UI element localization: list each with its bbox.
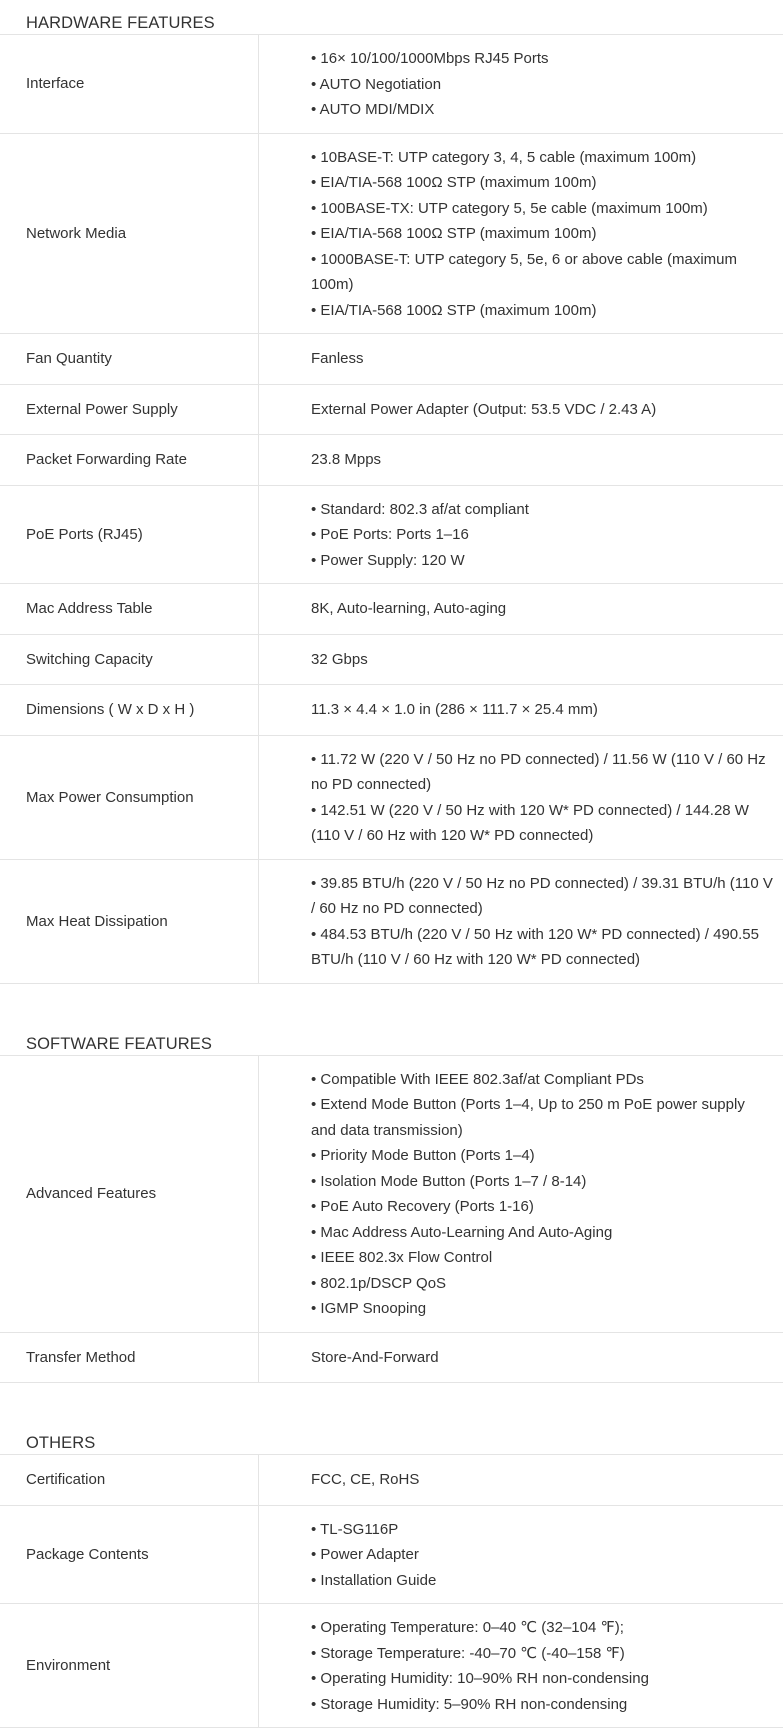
- list-item: • Extend Mode Button (Ports 1–4, Up to 250 m PoE power supply and data transmission): [311, 1096, 745, 1139]
- value-list: [311, 46, 773, 123]
- value-list: [311, 747, 773, 849]
- section-software-features: [0, 1021, 783, 1384]
- row-label: PoE Ports (RJ45): [0, 486, 259, 584]
- list-item: • IGMP Snooping: [311, 1300, 427, 1317]
- spec-table: [0, 35, 783, 984]
- list-item: • Isolation Mode Button (Ports 1–7 / 8-14): [311, 1172, 587, 1190]
- table-row: [0, 1506, 783, 1605]
- section-title: OTHERS: [0, 1420, 783, 1455]
- section-title: SOFTWARE FEATURES: [0, 1021, 783, 1056]
- table-row: [0, 1604, 783, 1728]
- value-list: [311, 871, 773, 973]
- row-label: Certification: [0, 1455, 259, 1505]
- value-list: [311, 1517, 773, 1594]
- list-item: • 100BASE-TX: UTP category 5, 5e cable (maximum 100m): [311, 199, 708, 217]
- row-value: FCC, CE, RoHS: [311, 1471, 420, 1488]
- row-label: Packet Forwarding Rate: [0, 435, 259, 485]
- table-row: [0, 1333, 783, 1384]
- row-value: [259, 35, 783, 133]
- section-others: [0, 1420, 783, 1728]
- row-value: [259, 1506, 783, 1604]
- list-item: • 484.53 BTU/h (220 V / 50 Hz with 120 W* PD connected) / 490.55 BTU/h (110 V / 60 Hz with 120 W* PD connected): [311, 925, 759, 968]
- section-spacer: [0, 1383, 783, 1420]
- row-label: Interface: [0, 35, 259, 133]
- list-item: • Storage Temperature: -40–70 ℃ (-40–158 ℉): [311, 1644, 625, 1662]
- row-value: Fanless: [311, 350, 364, 367]
- table-row: [0, 1056, 783, 1333]
- list-item: • 11.72 W (220 V / 50 Hz no PD connected) / 11.56 W (110 V / 60 Hz no PD connected): [311, 750, 766, 793]
- table-row: [0, 1455, 783, 1506]
- list-item: • AUTO MDI/MDIX: [311, 101, 435, 118]
- value-list: [311, 145, 773, 324]
- section-title: HARDWARE FEATURES: [0, 0, 783, 35]
- list-item: • PoE Ports: Ports 1–16: [311, 526, 469, 543]
- table-row: [0, 685, 783, 736]
- spec-table: [0, 1056, 783, 1384]
- row-value: External Power Adapter (Output: 53.5 VDC / 2.43 A): [311, 400, 657, 418]
- row-label: Transfer Method: [0, 1333, 259, 1383]
- row-label: Max Heat Dissipation: [0, 860, 259, 983]
- table-row: [0, 486, 783, 585]
- row-value: 32 Gbps: [311, 650, 368, 668]
- row-value: 8K, Auto-learning, Auto-aging: [311, 600, 507, 617]
- list-item: • TL-SG116P: [311, 1520, 399, 1538]
- list-item: • Mac Address Auto-Learning And Auto-Aging: [311, 1223, 613, 1241]
- list-item: • AUTO Negotiation: [311, 75, 442, 93]
- row-value: 11.3 × 4.4 × 1.0 in (286 × 111.7 × 25.4 mm): [311, 701, 598, 718]
- list-item: • Storage Humidity: 5–90% RH non-condensing: [311, 1695, 628, 1713]
- row-value: Store-And-Forward: [311, 1348, 439, 1366]
- value-list: [311, 1615, 773, 1717]
- list-item: • 802.1p/DSCP QoS: [311, 1274, 447, 1292]
- list-item: • Compatible With IEEE 802.3af/at Compliant PDs: [311, 1070, 644, 1088]
- table-row: [0, 584, 783, 635]
- list-item: • Installation Guide: [311, 1571, 437, 1589]
- row-value: [259, 736, 783, 859]
- list-item: • 1000BASE-T: UTP category 5, 5e, 6 or above cable (maximum 100m): [311, 250, 738, 293]
- list-item: • IEEE 802.3x Flow Control: [311, 1249, 493, 1266]
- row-label: Advanced Features: [0, 1056, 259, 1332]
- row-value: [259, 486, 783, 584]
- row-label: Network Media: [0, 134, 259, 334]
- table-row: [0, 860, 783, 984]
- list-item: • 142.51 W (220 V / 50 Hz with 120 W* PD connected) / 144.28 W (110 V / 60 Hz with 120 W* PD connected): [311, 801, 749, 844]
- row-value: [259, 1604, 783, 1727]
- row-label: Mac Address Table: [0, 584, 259, 634]
- spec-table: [0, 1455, 783, 1728]
- list-item: • Power Adapter: [311, 1546, 419, 1563]
- list-item: • Power Supply: 120 W: [311, 551, 465, 569]
- table-row: [0, 334, 783, 385]
- table-row: [0, 385, 783, 436]
- list-item: • Priority Mode Button (Ports 1–4): [311, 1147, 535, 1164]
- row-label: Fan Quantity: [0, 334, 259, 384]
- row-label: Max Power Consumption: [0, 736, 259, 859]
- row-label: External Power Supply: [0, 385, 259, 435]
- table-row: [0, 435, 783, 486]
- row-value: [259, 1056, 783, 1332]
- list-item: • EIA/TIA-568 100Ω STP (maximum 100m): [311, 174, 597, 191]
- value-list: [311, 1067, 773, 1322]
- table-row: [0, 635, 783, 686]
- section-spacer: [0, 984, 783, 1021]
- list-item: • 16× 10/100/1000Mbps RJ45 Ports: [311, 50, 549, 67]
- list-item: • EIA/TIA-568 100Ω STP (maximum 100m): [311, 301, 597, 319]
- row-label: Switching Capacity: [0, 635, 259, 685]
- row-label: Package Contents: [0, 1506, 259, 1604]
- list-item: • 10BASE-T: UTP category 3, 4, 5 cable (maximum 100m): [311, 148, 697, 166]
- list-item: • PoE Auto Recovery (Ports 1-16): [311, 1198, 534, 1215]
- row-value: [259, 134, 783, 334]
- list-item: • EIA/TIA-568 100Ω STP (maximum 100m): [311, 225, 597, 242]
- list-item: • Operating Temperature: 0–40 ℃ (32–104 ℉);: [311, 1619, 624, 1636]
- table-row: [0, 35, 783, 134]
- table-row: [0, 736, 783, 860]
- table-row: [0, 134, 783, 335]
- list-item: • 39.85 BTU/h (220 V / 50 Hz no PD connected) / 39.31 BTU/h (110 V / 60 Hz no PD connected): [311, 874, 773, 917]
- list-item: • Standard: 802.3 af/at compliant: [311, 500, 529, 518]
- list-item: • Operating Humidity: 10–90% RH non-condensing: [311, 1670, 649, 1687]
- row-value: [259, 860, 783, 983]
- row-label: Environment: [0, 1604, 259, 1727]
- row-value: 23.8 Mpps: [311, 451, 382, 468]
- row-label: Dimensions ( W x D x H ): [0, 685, 259, 735]
- value-list: [311, 497, 773, 574]
